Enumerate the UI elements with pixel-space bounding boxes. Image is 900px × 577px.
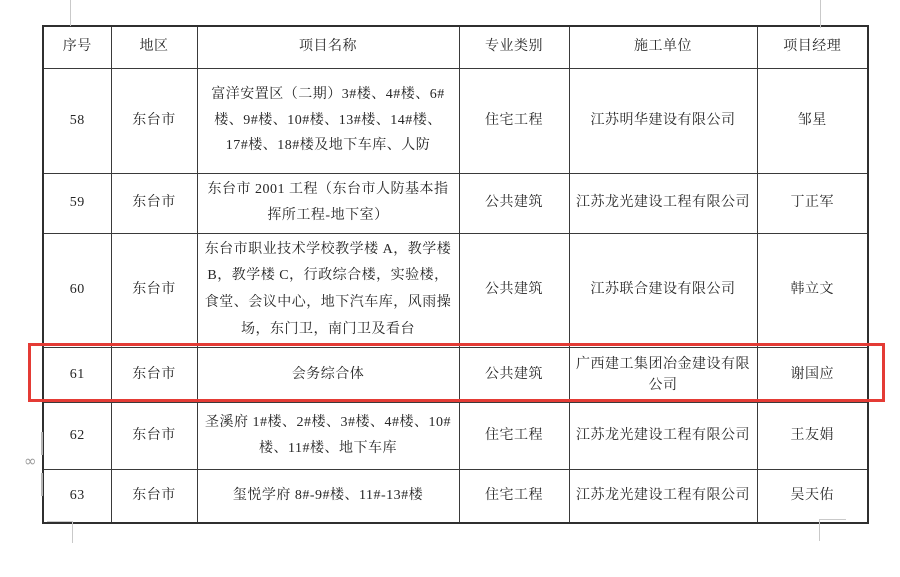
cell-seq: 58 xyxy=(43,68,111,173)
table-row xyxy=(43,469,868,523)
cell-category: 住宅工程 xyxy=(459,68,569,173)
cell-seq: 60 xyxy=(43,233,111,347)
cell-seq: 62 xyxy=(43,402,111,469)
cell-category: 住宅工程 xyxy=(459,469,569,523)
cell-seq: 61 xyxy=(43,347,111,402)
cell-category: 公共建筑 xyxy=(459,233,569,347)
cell-region: 东台市 xyxy=(111,347,197,402)
cell-contractor: 江苏联合建设有限公司 xyxy=(569,233,757,347)
cell-project: 圣溪府 1#楼、2#楼、3#楼、4#楼、10#楼、11#楼、地下车库 xyxy=(197,402,459,469)
cell-seq: 63 xyxy=(43,469,111,523)
cell-contractor: 江苏明华建设有限公司 xyxy=(569,68,757,173)
margin-corner-mark xyxy=(819,519,846,520)
header-cell-seq: 序号 xyxy=(43,26,111,68)
cell-category: 公共建筑 xyxy=(459,347,569,402)
cell-project: 玺悦学府 8#-9#楼、11#-13#楼 xyxy=(197,469,459,523)
header-cell-manager: 项目经理 xyxy=(757,26,868,68)
table-row-highlighted xyxy=(43,347,868,402)
project-table xyxy=(42,25,869,524)
cell-manager: 吴天佑 xyxy=(757,469,868,523)
header-cell-region: 地区 xyxy=(111,26,197,68)
cell-region: 东台市 xyxy=(111,173,197,233)
cell-project: 东台市职业技术学校教学楼 A，教学楼 B，教学楼 C，行政综合楼，实验楼，食堂、会议中心，地下汽车库，风雨操场，东门卫，南门卫及看台 xyxy=(197,233,459,347)
cell-region: 东台市 xyxy=(111,233,197,347)
cell-category: 住宅工程 xyxy=(459,402,569,469)
cell-contractor: 广西建工集团冶金建设有限公司 xyxy=(569,347,757,402)
header-cell-category: 专业类别 xyxy=(459,26,569,68)
cell-project: 富洋安置区（二期）3#楼、4#楼、6#楼、9#楼、10#楼、13#楼、14#楼、17#楼、18#楼及地下车库、人防 xyxy=(197,68,459,173)
cell-contractor: 江苏龙光建设工程有限公司 xyxy=(569,402,757,469)
header-cell-project: 项目名称 xyxy=(197,26,459,68)
margin-guide-mark xyxy=(820,0,821,28)
cell-region: 东台市 xyxy=(111,68,197,173)
cell-contractor: 江苏龙光建设工程有限公司 xyxy=(569,469,757,523)
cell-manager: 谢国应 xyxy=(757,347,868,402)
header-cell-contractor: 施工单位 xyxy=(569,26,757,68)
margin-corner-mark xyxy=(47,521,73,522)
table-header-row xyxy=(43,26,868,68)
cell-region: 东台市 xyxy=(111,402,197,469)
table-row xyxy=(43,233,868,347)
margin-corner-mark xyxy=(819,519,820,541)
cell-manager: 王友娟 xyxy=(757,402,868,469)
cell-project: 会务综合体 xyxy=(197,347,459,402)
margin-corner-mark xyxy=(72,521,73,543)
table-row xyxy=(43,173,868,233)
cell-contractor: 江苏龙光建设工程有限公司 xyxy=(569,173,757,233)
cell-region: 东台市 xyxy=(111,469,197,523)
edge-tick-mark xyxy=(41,473,43,496)
margin-guide-mark xyxy=(70,0,71,26)
cell-manager: 韩立文 xyxy=(757,233,868,347)
cell-project: 东台市 2001 工程（东台市人防基本指挥所工程-地下室） xyxy=(197,173,459,233)
anchor-icon: ∞ xyxy=(24,452,37,470)
cell-manager: 丁正军 xyxy=(757,173,868,233)
cell-category: 公共建筑 xyxy=(459,173,569,233)
cell-seq: 59 xyxy=(43,173,111,233)
edge-tick-mark xyxy=(41,432,43,455)
cell-manager: 邹星 xyxy=(757,68,868,173)
table-row xyxy=(43,68,868,173)
table-row xyxy=(43,402,868,469)
